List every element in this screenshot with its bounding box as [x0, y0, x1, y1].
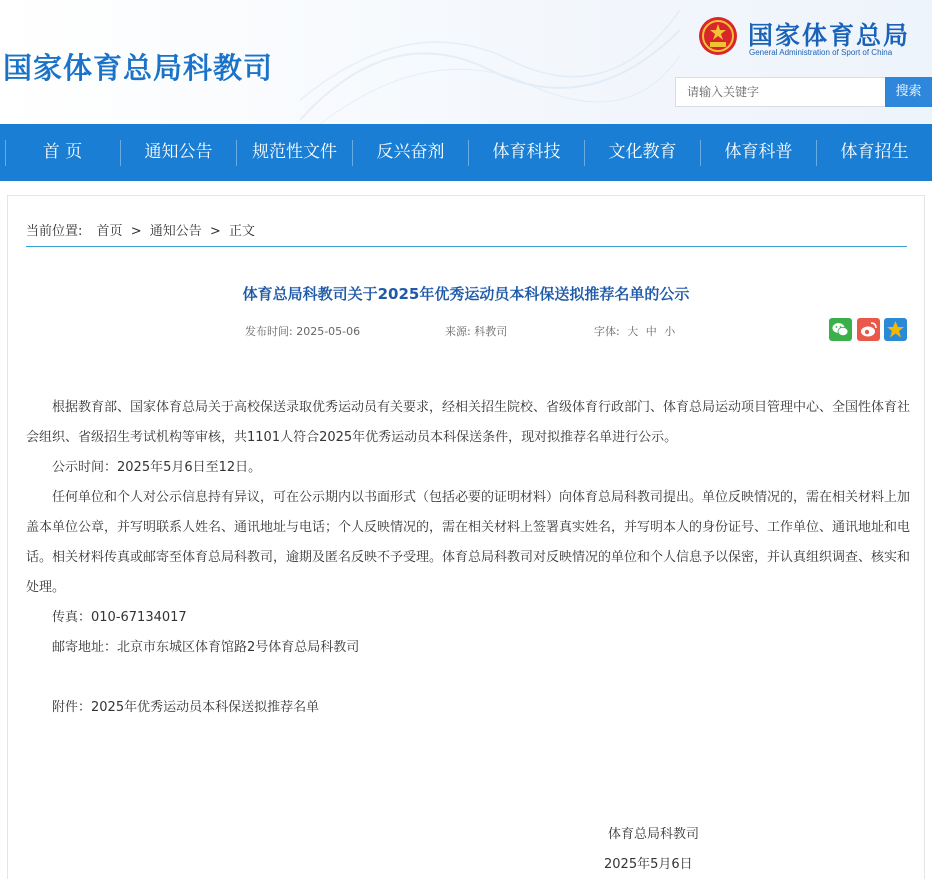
department-title[interactable]: 国家体育总局科教司	[3, 51, 274, 85]
breadcrumb-current: 正文	[228, 224, 255, 239]
breadcrumb-separator: >	[209, 224, 221, 239]
search-button[interactable]: 搜索	[885, 77, 932, 107]
article-source: 来源: 科教司	[445, 325, 508, 338]
font-size-small[interactable]: 小	[664, 325, 676, 338]
body-paragraph-period: 公示时间：2025年5月6日至12日。	[52, 460, 262, 475]
signature: 体育总局科教司	[608, 827, 700, 842]
nav-item-admissions[interactable]: 体育招生	[840, 142, 909, 162]
favorite-star-icon[interactable]	[884, 318, 907, 341]
breadcrumb-home[interactable]: 首页	[96, 224, 123, 239]
breadcrumb-label: 当前位置:	[26, 224, 83, 239]
breadcrumb	[26, 220, 259, 239]
article-body	[26, 393, 910, 723]
header-decoration	[300, 0, 680, 124]
breadcrumb-divider	[26, 246, 907, 247]
breadcrumb-separator: >	[130, 224, 142, 239]
font-size-large[interactable]: 大	[627, 325, 639, 338]
publish-time: 发布时间: 2025-05-06	[245, 325, 361, 338]
font-size-medium[interactable]: 中	[645, 325, 657, 338]
nav-item-sports-tech[interactable]: 体育科技	[492, 142, 561, 162]
body-paragraph-intro: 根据教育部、国家体育总局关于高校保送录取优秀运动员有关要求，经相关招生院校、省级体育行政部门、体育总局运动项目管理中心、全国性体育社会组织、省级招生考试机构等审核，共1101人符合2025年优秀运动员本科保送条件，现对拟推荐名单进行公示。	[26, 400, 911, 445]
body-paragraph-fax: 传真：010-67134017	[52, 610, 187, 625]
nav-item-culture-education[interactable]: 文化教育	[608, 142, 677, 162]
signature-date: 2025年5月6日	[604, 857, 693, 872]
search-input[interactable]	[675, 77, 886, 107]
nav-item-notices[interactable]: 通知公告	[144, 142, 213, 162]
spacer	[26, 663, 910, 693]
article-title: 体育总局科教司关于2025年优秀运动员本科保送拟推荐名单的公示	[242, 285, 690, 303]
nav-item-sports-science[interactable]: 体育科普	[724, 142, 793, 162]
site-header	[0, 0, 932, 124]
nav-item-anti-doping[interactable]: 反兴奋剂	[376, 142, 445, 162]
brand-name-en: General Administration of Sport of China	[749, 48, 893, 57]
breadcrumb-section[interactable]: 通知公告	[149, 224, 202, 239]
nav-item-regulations[interactable]: 规范性文件	[252, 142, 337, 162]
weibo-icon[interactable]	[857, 318, 880, 341]
brand-name-cn: 国家体育总局	[748, 21, 911, 50]
national-emblem-icon	[698, 16, 738, 56]
font-size-control	[594, 323, 675, 339]
attachment-link[interactable]: 附件：2025年优秀运动员本科保送拟推荐名单	[52, 700, 320, 715]
main-nav	[0, 124, 932, 181]
font-size-label: 字体:	[594, 325, 620, 338]
brand-logo[interactable]	[698, 14, 928, 64]
body-paragraph-objection: 任何单位和个人对公示信息持有异议，可在公示期内以书面形式（包括必要的证明材料）向体育总局科教司提出。单位反映情况的，需在相关材料上加盖本单位公章，并写明联系人姓名、通讯地址与电话；个人反映情况的，需在相关材料上签署真实姓名，并写明本人的身份证号、工作单位、通讯地址和电话。相关材料传真或邮寄至体育总局科教司，逾期及匿名反映不予受理。体育总局科教司对反映情况的单位和个人信息予以保密，并认真组织调查、核实和处理。	[26, 490, 911, 595]
body-paragraph-address: 邮寄地址：北京市东城区体育馆路2号体育总局科教司	[52, 640, 360, 655]
wechat-icon[interactable]	[829, 318, 852, 341]
nav-item-home[interactable]: 首 页	[42, 142, 83, 162]
search-bar	[675, 77, 932, 107]
